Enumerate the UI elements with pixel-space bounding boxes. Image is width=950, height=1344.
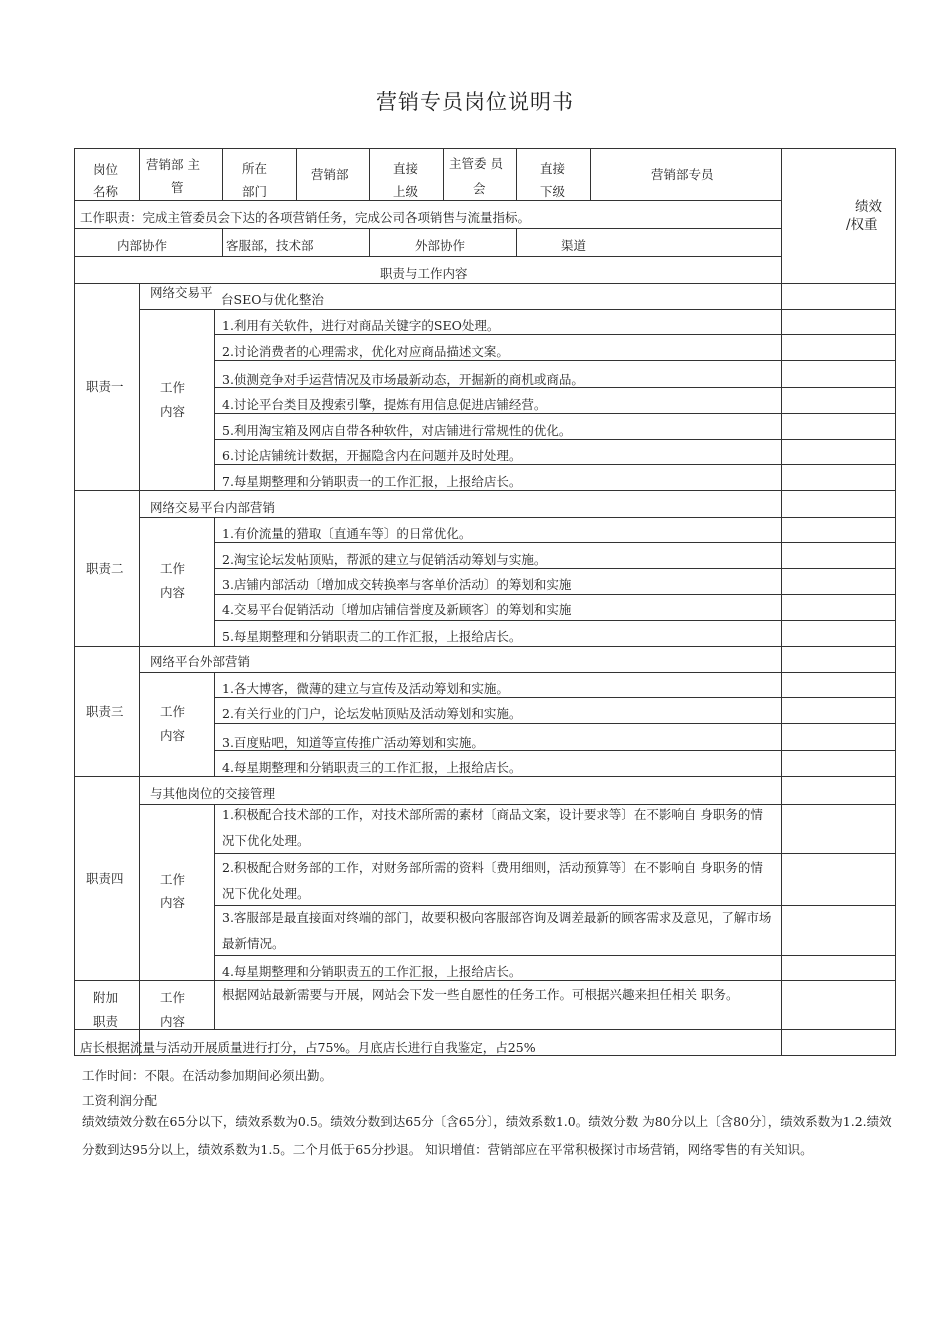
duty-item: 1.积极配合技术部的工作，对技术部所需的素材〔商品文案，设计要求等〕在不影响自 身职务的情况下优化处理。	[222, 807, 763, 848]
duty-category: 网络平台外部营销	[150, 654, 251, 669]
duty-item: 3.侦测竞争对手运营情况及市场最新动态，开掘新的商机或商品。	[222, 372, 584, 387]
internal-collab-label: 内部协作	[117, 238, 168, 253]
work-content-label: 工作	[160, 380, 186, 395]
section-header: 职责与工作内容	[380, 266, 468, 281]
duty-category: 与其他岗位的交接管理	[150, 786, 276, 801]
duty-item: 4.每星期整理和分销职责五的工作汇报，上报给店长。	[222, 964, 522, 979]
duty-name: 职责一	[86, 379, 124, 394]
work-content-label: 内容	[160, 895, 186, 910]
duty-item: 6.讨论店铺统计数据，开掘隐含内在问题并及时处理。	[222, 448, 522, 463]
work-content-label: 工作	[160, 872, 186, 887]
superior-value: 主管委 员	[449, 156, 503, 171]
subordinate-label: 直接	[540, 161, 566, 176]
extra-duty-name: 附加	[93, 990, 119, 1005]
duty-item: 1.各大博客，微薄的建立与宣传及活动筹划和实施。	[222, 681, 509, 696]
duty-item: 1.有价流量的猎取〔直通车等〕的日常优化。	[222, 526, 472, 541]
work-content-label: 内容	[160, 585, 186, 600]
external-collab-value: 渠道	[561, 238, 587, 253]
duty-name: 职责四	[86, 871, 124, 886]
page-title: 营销专员岗位说明书	[376, 90, 574, 114]
salary-title: 工资利润分配	[82, 1093, 158, 1108]
perf-weight-header: 绩效	[855, 199, 882, 215]
duty-item: 4.交易平台促销活动〔增加店铺信誉度及新顾客〕的筹划和实施	[222, 602, 572, 617]
duty-item: 3.店铺内部活动〔增加成交转换率与客单价活动〕的筹划和实施	[222, 577, 572, 592]
duty-name: 职责三	[86, 704, 124, 719]
subordinate-label: 下级	[540, 184, 566, 199]
work-content-label: 工作	[160, 704, 186, 719]
work-content-label: 工作	[160, 561, 186, 576]
work-content-label: 内容	[160, 728, 186, 743]
work-content-label: 内容	[160, 404, 186, 419]
duty-item: 4.每星期整理和分销职责三的工作汇报，上报给店长。	[222, 760, 522, 775]
duty-item: 7.每星期整理和分销职责一的工作汇报，上报给店长。	[222, 474, 522, 489]
subordinate-value: 营销部专员	[651, 167, 714, 182]
superior-value: 会	[473, 181, 486, 196]
duty-item: 3.百度贴吧，知道等宣传推广活动筹划和实施。	[222, 735, 484, 750]
duty-category: 网络交易平台内部营销	[150, 500, 276, 515]
perf-weight-header: /权重	[846, 217, 878, 233]
duty-item: 2.淘宝论坛发帖顶贴，帮派的建立与促销活动筹划与实施。	[222, 552, 547, 567]
duty-item: 5.每星期整理和分销职责二的工作汇报，上报给店长。	[222, 629, 522, 644]
internal-collab-value: 客服部，技术部	[226, 238, 314, 253]
job-duty: 工作职责：完成主管委员会下达的各项营销任务，完成公司各项销售与流量指标。	[80, 210, 531, 225]
post-value: 管	[171, 180, 184, 195]
extra-duty-name: 职责	[93, 1014, 119, 1029]
duty-item: 2.积极配合财务部的工作，对财务部所需的资料〔费用细则，活动预算等〕在不影响自 身职务的情况下优化处理。	[222, 860, 763, 901]
post-label: 岗位	[93, 162, 119, 177]
duty-item: 2.讨论消费者的心理需求，优化对应商品描述文案。	[222, 344, 509, 359]
superior-label: 直接	[393, 161, 419, 176]
duty-subtitle: 台SEO与优化整治	[221, 292, 324, 307]
post-label: 名称	[93, 184, 119, 199]
work-content-label: 工作	[160, 990, 186, 1005]
assessment: 店长根据流量与活动开展质量进行打分，占75%。月底店长进行自我鉴定，占25%	[80, 1040, 536, 1055]
duty-category: 网络交易平	[150, 285, 213, 300]
post-value: 营销部 主	[146, 157, 200, 172]
external-collab-label: 外部协作	[415, 238, 466, 253]
extra-duty-content: 根据网站最新需要与开展，网站会下发一些自愿性的任务工作。可根据兴趣来担任相关 职务。	[222, 987, 739, 1002]
salary-text: 绩效绩效分数在65分以下，绩效系数为0.5。绩效分数到达65分〔含65分〕，绩效系数1.0。绩效分数 为80分以上〔含80分〕，绩效系数为1.2.绩效分数到达95分以上，绩效系数为1.5。二个月低于65分抄退。 知识增值：营销部应在平常积极探讨市场营销，网络零售的有关知识。	[82, 1114, 892, 1157]
work-content-label: 内容	[160, 1014, 186, 1029]
dept-label: 部门	[242, 184, 268, 199]
duty-item: 4.讨论平台类目及搜索引擎，提炼有用信息促进店铺经营。	[222, 397, 547, 412]
work-time: 工作时间：不限。在活动参加期间必须出勤。	[82, 1068, 333, 1083]
superior-label: 上级	[393, 184, 419, 199]
duty-item: 2.有关行业的门户，论坛发帖顶贴及活动筹划和实施。	[222, 706, 522, 721]
dept-value: 营销部	[311, 167, 349, 182]
duty-item: 5.利用淘宝箱及网店自带各种软件，对店铺进行常规性的优化。	[222, 423, 572, 438]
duty-item: 3.客服部是最直接面对终端的部门，故要积极向客服部咨询及调差最新的顾客需求及意见，了解市场最新情况。	[222, 910, 772, 951]
duty-item: 1.利用有关软件，进行对商品关键字的SEO处理。	[222, 318, 500, 333]
dept-label: 所在	[242, 161, 268, 176]
duty-name: 职责二	[86, 561, 124, 576]
